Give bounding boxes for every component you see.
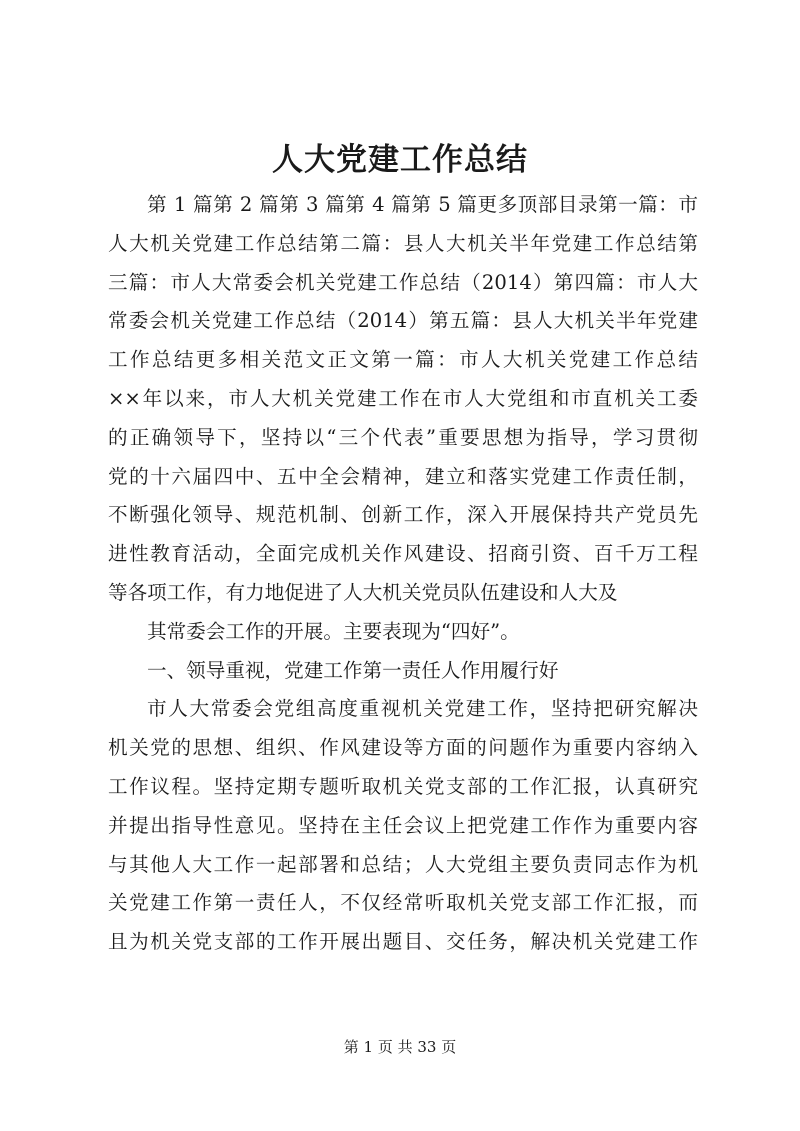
text-line: 三篇：市人大常委会机关党建工作总结（2014）第四篇：市人大 <box>108 270 698 294</box>
text-line: 党的十六届四中、五中全会精神，建立和落实党建工作责任制， <box>108 464 698 488</box>
text-line: 市人大常委会党组高度重视机关党建工作，坚持把研究解决 <box>147 697 698 721</box>
text-line: 人大机关党建工作总结第二篇：县人大机关半年党建工作总结第 <box>108 231 698 255</box>
text-line: 且为机关党支部的工作开展出题目、交任务，解决机关党建工作 <box>108 930 698 954</box>
text-line: 的正确领导下，坚持以“三个代表”重要思想为指导，学习贯彻 <box>108 425 698 449</box>
text-line: 不断强化领导、规范机制、创新工作，深入开展保持共产党员先 <box>108 503 698 527</box>
page-number-footer: 第 1 页 共 33 页 <box>343 1038 457 1056</box>
document-body <box>108 186 698 962</box>
text-line: 其常委会工作的开展。主要表现为“四好”。 <box>147 619 520 643</box>
text-line: 第 1 篇第 2 篇第 3 篇第 4 篇第 5 篇更多顶部目录第一篇：市 <box>147 193 698 216</box>
text-line: 机关党的思想、组织、作风建设等方面的问题作为重要内容纳入 <box>108 736 698 760</box>
text-line: 关党建工作第一责任人，不仅经常听取机关党支部工作汇报，而 <box>108 891 698 915</box>
text-line: 进性教育活动，全面完成机关作风建设、招商引资、百千万工程 <box>108 542 698 566</box>
text-line: 与其他人大工作一起部署和总结；人大党组主要负责同志作为机 <box>108 852 698 876</box>
section-heading: 一、领导重视，党建工作第一责任人作用履行好 <box>147 658 559 682</box>
text-line: 工作议程。坚持定期专题听取机关党支部的工作汇报，认真研究 <box>108 774 698 798</box>
text-line: 工作总结更多相关范文正文第一篇：市人大机关党建工作总结 <box>108 348 698 372</box>
text-line: 并提出指导性意见。坚持在主任会议上把党建工作作为重要内容 <box>108 813 698 837</box>
text-line: 常委会机关党建工作总结（2014）第五篇：县人大机关半年党建 <box>108 309 698 333</box>
text-line: ××年以来，市人大机关党建工作在市人大党组和市直机关工委 <box>108 386 698 410</box>
text-line: 等各项工作，有力地促进了人大机关党员队伍建设和人大及 <box>108 580 618 604</box>
page-title: 人大党建工作总结 <box>272 142 528 178</box>
